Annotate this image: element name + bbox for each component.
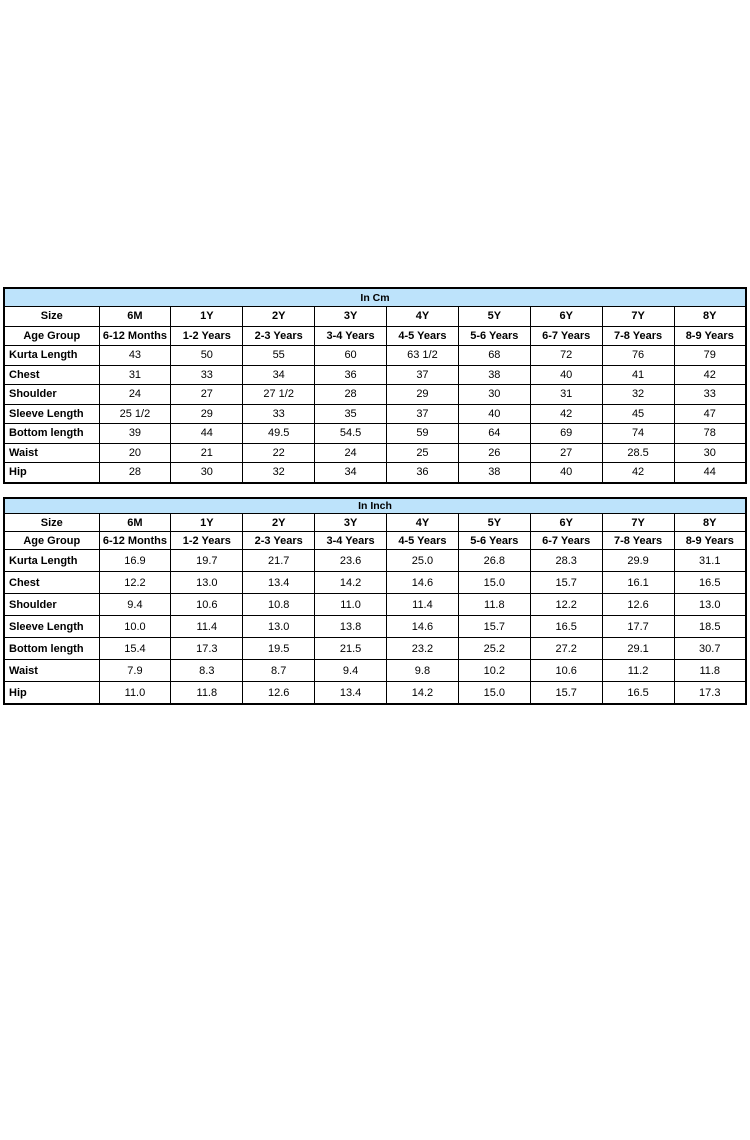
measurement-value: 14.2 (315, 572, 387, 594)
measurement-value: 40 (530, 463, 602, 483)
measurement-label: Hip (4, 463, 99, 483)
measurement-value: 14.2 (387, 682, 459, 705)
table-row (4, 638, 746, 660)
measurement-value: 16.5 (674, 572, 746, 594)
size-header-cell: 4Y (387, 307, 459, 327)
measurement-value: 15.7 (458, 616, 530, 638)
measurement-value: 25 1/2 (99, 404, 171, 424)
measurement-value: 14.6 (387, 572, 459, 594)
measurement-value: 22 (243, 443, 315, 463)
measurement-value: 13.4 (315, 682, 387, 705)
measurement-value: 36 (387, 463, 459, 483)
measurement-value: 38 (458, 365, 530, 385)
measurement-value: 30 (674, 443, 746, 463)
measurement-value: 11.0 (99, 682, 171, 705)
table-row (4, 550, 746, 572)
measurement-label: Bottom length (4, 638, 99, 660)
measurement-value: 10.6 (171, 594, 243, 616)
measurement-value: 11.8 (674, 660, 746, 682)
measurement-value: 9.8 (387, 660, 459, 682)
size-header-cell: 6Y (530, 514, 602, 532)
measurement-value: 45 (602, 404, 674, 424)
table-row (4, 660, 746, 682)
measurement-value: 15.0 (458, 682, 530, 705)
measurement-value: 31.1 (674, 550, 746, 572)
measurement-value: 54.5 (315, 424, 387, 444)
measurement-value: 76 (602, 346, 674, 366)
measurement-value: 33 (243, 404, 315, 424)
age-group-cell: 6-12 Months (99, 326, 171, 346)
measurement-value: 32 (602, 385, 674, 405)
measurement-value: 8.3 (171, 660, 243, 682)
measurement-value: 74 (602, 424, 674, 444)
measurement-value: 40 (458, 404, 530, 424)
measurement-value: 27 1/2 (243, 385, 315, 405)
measurement-value: 33 (171, 365, 243, 385)
size-header-row (4, 307, 746, 327)
measurement-value: 25.2 (458, 638, 530, 660)
measurement-value: 36 (315, 365, 387, 385)
measurement-value: 29 (171, 404, 243, 424)
age-group-cell: 3-4 Years (315, 532, 387, 550)
measurement-value: 59 (387, 424, 459, 444)
age-group-cell: 4-5 Years (387, 326, 459, 346)
table-row (4, 404, 746, 424)
measurement-label: Shoulder (4, 594, 99, 616)
table-row (4, 463, 746, 483)
measurement-value: 9.4 (99, 594, 171, 616)
measurement-value: 8.7 (243, 660, 315, 682)
measurement-value: 19.7 (171, 550, 243, 572)
measurement-value: 9.4 (315, 660, 387, 682)
size-chart-cm-table (3, 287, 747, 484)
table-row (4, 682, 746, 705)
measurement-value: 11.2 (602, 660, 674, 682)
measurement-value: 29.1 (602, 638, 674, 660)
measurement-label: Kurta Length (4, 346, 99, 366)
measurement-value: 69 (530, 424, 602, 444)
age-group-cell: 3-4 Years (315, 326, 387, 346)
table-title: In Cm (4, 288, 746, 307)
measurement-value: 23.2 (387, 638, 459, 660)
measurement-value: 15.0 (458, 572, 530, 594)
measurement-value: 68 (458, 346, 530, 366)
measurement-value: 14.6 (387, 616, 459, 638)
measurement-value: 13.4 (243, 572, 315, 594)
measurement-value: 17.7 (602, 616, 674, 638)
age-group-cell: 2-3 Years (243, 326, 315, 346)
table-row (4, 443, 746, 463)
measurement-value: 12.6 (602, 594, 674, 616)
measurement-value: 25 (387, 443, 459, 463)
measurement-value: 34 (243, 365, 315, 385)
measurement-value: 17.3 (171, 638, 243, 660)
measurement-value: 26 (458, 443, 530, 463)
size-header-cell: 8Y (674, 307, 746, 327)
measurement-value: 17.3 (674, 682, 746, 705)
measurement-value: 29.9 (602, 550, 674, 572)
measurement-value: 11.8 (171, 682, 243, 705)
measurement-value: 42 (602, 463, 674, 483)
measurement-value: 31 (99, 365, 171, 385)
measurement-value: 27 (530, 443, 602, 463)
age-group-cell: 5-6 Years (458, 326, 530, 346)
measurement-value: 19.5 (243, 638, 315, 660)
measurement-value: 26.8 (458, 550, 530, 572)
measurement-label: Chest (4, 572, 99, 594)
measurement-value: 18.5 (674, 616, 746, 638)
measurement-value: 27.2 (530, 638, 602, 660)
age-group-label: Age Group (4, 326, 99, 346)
measurement-value: 11.4 (171, 616, 243, 638)
measurement-value: 64 (458, 424, 530, 444)
measurement-value: 16.5 (530, 616, 602, 638)
measurement-value: 29 (387, 385, 459, 405)
measurement-value: 44 (674, 463, 746, 483)
measurement-value: 16.9 (99, 550, 171, 572)
size-header-cell: 6M (99, 307, 171, 327)
age-group-cell: 6-7 Years (530, 326, 602, 346)
measurement-value: 37 (387, 365, 459, 385)
measurement-value: 11.8 (458, 594, 530, 616)
size-header-cell: 8Y (674, 514, 746, 532)
measurement-value: 28.5 (602, 443, 674, 463)
size-header-row (4, 514, 746, 532)
measurement-value: 55 (243, 346, 315, 366)
measurement-value: 72 (530, 346, 602, 366)
measurement-value: 13.0 (171, 572, 243, 594)
measurement-value: 11.0 (315, 594, 387, 616)
measurement-value: 42 (530, 404, 602, 424)
measurement-value: 10.6 (530, 660, 602, 682)
measurement-value: 30.7 (674, 638, 746, 660)
size-header-cell: 1Y (171, 514, 243, 532)
measurement-label: Hip (4, 682, 99, 705)
age-group-row (4, 326, 746, 346)
size-label: Size (4, 514, 99, 532)
measurement-label: Waist (4, 660, 99, 682)
measurement-label: Sleeve Length (4, 616, 99, 638)
measurement-value: 39 (99, 424, 171, 444)
age-group-row (4, 532, 746, 550)
size-header-cell: 2Y (243, 307, 315, 327)
measurement-value: 42 (674, 365, 746, 385)
measurement-value: 32 (243, 463, 315, 483)
age-group-cell: 4-5 Years (387, 532, 459, 550)
table-row (4, 616, 746, 638)
measurement-value: 20 (99, 443, 171, 463)
measurement-value: 28 (99, 463, 171, 483)
age-group-cell: 6-12 Months (99, 532, 171, 550)
age-group-cell: 1-2 Years (171, 532, 243, 550)
measurement-value: 35 (315, 404, 387, 424)
age-group-cell: 8-9 Years (674, 326, 746, 346)
size-header-cell: 3Y (315, 307, 387, 327)
table-row (4, 572, 746, 594)
measurement-value: 15.4 (99, 638, 171, 660)
measurement-value: 12.6 (243, 682, 315, 705)
measurement-value: 23.6 (315, 550, 387, 572)
measurement-value: 33 (674, 385, 746, 405)
measurement-value: 21 (171, 443, 243, 463)
size-header-cell: 6M (99, 514, 171, 532)
age-group-cell: 2-3 Years (243, 532, 315, 550)
measurement-value: 15.7 (530, 682, 602, 705)
size-header-cell: 3Y (315, 514, 387, 532)
measurement-value: 38 (458, 463, 530, 483)
table-row (4, 385, 746, 405)
measurement-value: 44 (171, 424, 243, 444)
measurement-value: 25.0 (387, 550, 459, 572)
measurement-value: 30 (171, 463, 243, 483)
measurement-value: 34 (315, 463, 387, 483)
age-group-cell: 7-8 Years (602, 326, 674, 346)
size-header-cell: 4Y (387, 514, 459, 532)
measurement-value: 27 (171, 385, 243, 405)
table-row (4, 424, 746, 444)
measurement-value: 12.2 (99, 572, 171, 594)
measurement-value: 21.5 (315, 638, 387, 660)
measurement-value: 15.7 (530, 572, 602, 594)
age-group-cell: 6-7 Years (530, 532, 602, 550)
measurement-value: 37 (387, 404, 459, 424)
measurement-value: 10.2 (458, 660, 530, 682)
measurement-value: 16.5 (602, 682, 674, 705)
measurement-value: 43 (99, 346, 171, 366)
measurement-label: Kurta Length (4, 550, 99, 572)
size-header-cell: 5Y (458, 307, 530, 327)
measurement-label: Chest (4, 365, 99, 385)
measurement-value: 13.0 (674, 594, 746, 616)
measurement-label: Shoulder (4, 385, 99, 405)
age-group-cell: 5-6 Years (458, 532, 530, 550)
table-title: In Inch (4, 498, 746, 514)
measurement-label: Sleeve Length (4, 404, 99, 424)
age-group-cell: 7-8 Years (602, 532, 674, 550)
measurement-value: 24 (315, 443, 387, 463)
size-header-cell: 7Y (602, 307, 674, 327)
size-header-cell: 2Y (243, 514, 315, 532)
measurement-value: 41 (602, 365, 674, 385)
measurement-label: Waist (4, 443, 99, 463)
measurement-value: 63 1/2 (387, 346, 459, 366)
measurement-value: 11.4 (387, 594, 459, 616)
measurement-value: 79 (674, 346, 746, 366)
age-group-label: Age Group (4, 532, 99, 550)
measurement-value: 78 (674, 424, 746, 444)
measurement-value: 7.9 (99, 660, 171, 682)
table-row (4, 365, 746, 385)
measurement-value: 40 (530, 365, 602, 385)
measurement-value: 31 (530, 385, 602, 405)
size-header-cell: 7Y (602, 514, 674, 532)
measurement-value: 13.8 (315, 616, 387, 638)
size-chart-inch-table (3, 497, 747, 705)
measurement-label: Bottom length (4, 424, 99, 444)
measurement-value: 24 (99, 385, 171, 405)
size-label: Size (4, 307, 99, 327)
table-title-row (4, 498, 746, 514)
measurement-value: 21.7 (243, 550, 315, 572)
measurement-value: 10.0 (99, 616, 171, 638)
measurement-value: 28 (315, 385, 387, 405)
size-header-cell: 5Y (458, 514, 530, 532)
measurement-value: 28.3 (530, 550, 602, 572)
measurement-value: 16.1 (602, 572, 674, 594)
table-row (4, 346, 746, 366)
size-header-cell: 6Y (530, 307, 602, 327)
age-group-cell: 1-2 Years (171, 326, 243, 346)
measurement-value: 50 (171, 346, 243, 366)
measurement-value: 49.5 (243, 424, 315, 444)
measurement-value: 47 (674, 404, 746, 424)
measurement-value: 30 (458, 385, 530, 405)
measurement-value: 60 (315, 346, 387, 366)
age-group-cell: 8-9 Years (674, 532, 746, 550)
size-header-cell: 1Y (171, 307, 243, 327)
measurement-value: 10.8 (243, 594, 315, 616)
table-title-row (4, 288, 746, 307)
measurement-value: 12.2 (530, 594, 602, 616)
table-row (4, 594, 746, 616)
measurement-value: 13.0 (243, 616, 315, 638)
